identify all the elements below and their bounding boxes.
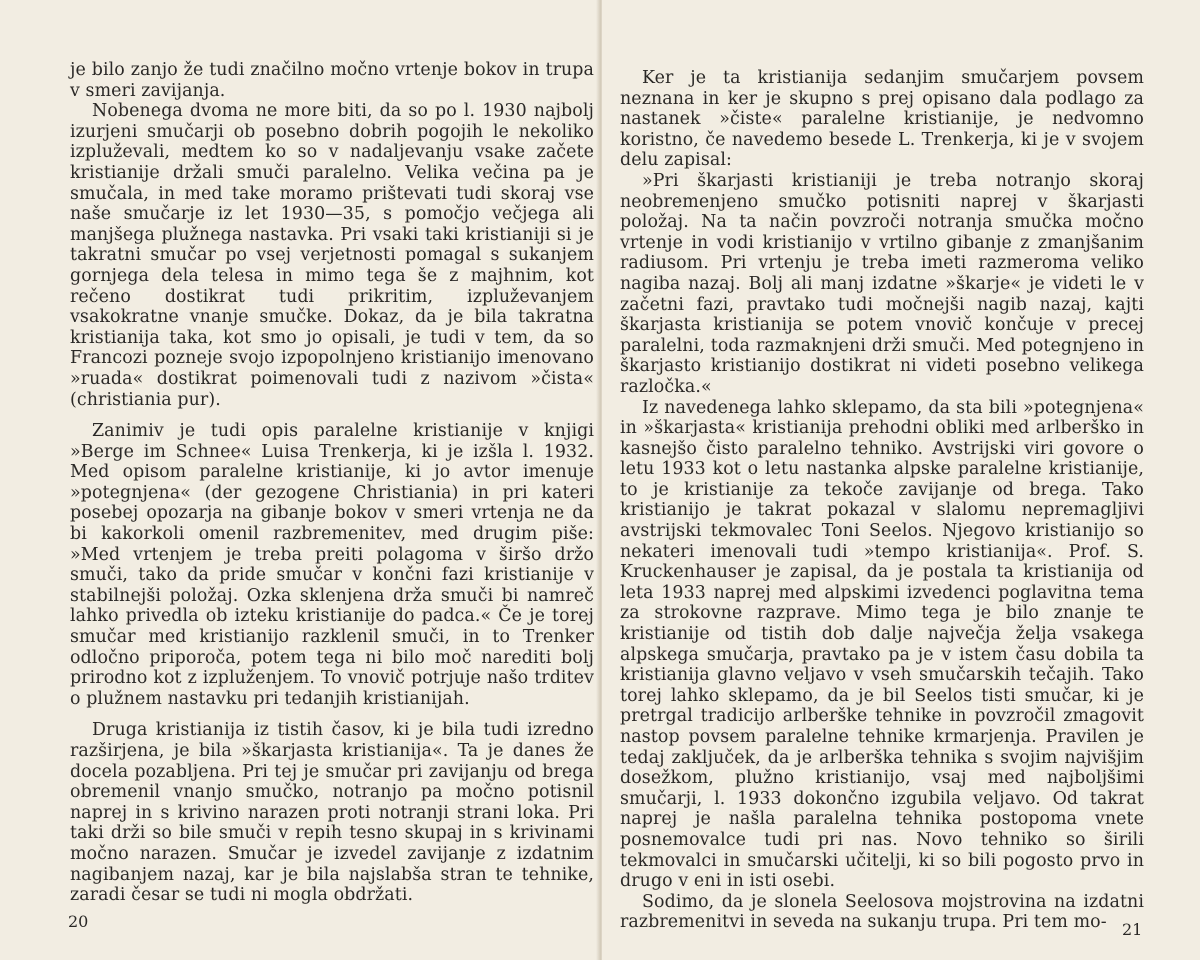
paragraph: je bilo zanjo že tudi značilno močno vrtenje bokov in trupa v smeri zavijanja. xyxy=(70,60,594,101)
page-number: 21 xyxy=(1122,920,1143,939)
left-page xyxy=(0,0,598,960)
right-page-body xyxy=(620,68,1144,933)
paragraph: Sodimo, da je slonela Seelosova mojstrovina na izdatni razbremenitvi in seveda na sukanju trupa. Pri tem mo- xyxy=(620,891,1144,933)
page-number: 20 xyxy=(68,912,89,931)
left-page-body xyxy=(70,60,594,906)
paragraph: »Pri škarjasti kristianiji je treba notranjo skoraj neobremenjeno smučko potisniti naprej v škarjasti položaj. Na ta način povzroči notranja smučka močno vrtenje in vodi kristianijo v vrtilno gibanje z zmanjšanim radiusom. Pri vrtenju je treba imeti razmeroma veliko nagiba nazaj. Bolj ali manj izdatne »škarje« je videti le v začetni fazi, pravtako tudi močnejši nagib nazaj, kajti škarjasta kristianija se potem vnovič končuje v precej paralelni, toda razmaknjeni drži smuči. Med potegnjeno in škarjasto kristianijo dostikrat ni videti posebno velikega razločka.« xyxy=(620,170,1144,397)
paragraph: Iz navedenega lahko sklepamo, da sta bili »potegnjena« in »škarjasta« kristianija prehodni obliki med arlberško in kasnejšo čisto paralelno tehniko. Avstrijski viri govore o letu 1933 kot o letu nastanka alpske paralelne kristianije, to je kristianije za tekoče zavijanje od brega. Tako kristianijo je takrat pokazal v slalomu nepremagljivi avstrijski tekmovalec Toni Seelos. Njegovo kristianijo so nekateri imenovali tudi »tempo kristianija«. Prof. S. Kruckenhauser je zapisal, da je postala ta kristianija od leta 1933 naprej med alpskimi izvedenci poglavitna tema za strokovne razprave. Mimo tega je bilo znanje te kristianije od tistih dob dalje največja želja vsakega alpskega smučarja, pravtako pa je v istem času dobila ta kristianija glavno veljavo v vseh smučarskih tečajih. Tako torej lahko sklepamo, da je bil Seelos tisti smučar, ki je pretrgal tradicijo arlberške tehnike in povzročil zmagovit nastop povsem paralelne tehnike krmarjenja. Pravilen je tedaj zaključek, da je arlberška tehnika s svojim najvišjim dosežkom, plužno kristianijo, vsaj med najboljšimi smučarji, l. 1933 dokončno izgubila veljavo. Od takrat naprej je našla paralelna tehnika postopoma vnete posnemovalce tudi pri nas. Novo tehniko so širili tekmovalci in smučarski učitelji, ki so bili pogosto prvo in drugo v eni in isti osebi. xyxy=(620,397,1144,892)
paragraph: Druga kristianija iz tistih časov, ki je bila tudi izredno razširjena, je bila »škarjasta kristianija«. Ta je danes že docela pozabljena. Pri tej je smučar pri zavijanju od brega obremenil vnanjo smučko, notranjo pa močno potisnil naprej in s krivino narazen proti notranji strani loka. Pri taki drži so bile smuči v repih tesno skupaj in s krivinami močno narazen. Smučar je izvedel zavijanje z izdatnim nagibanjem nazaj, kar je bila najslabša stran te tehnike, zaradi česar se tudi ni mogla obdržati. xyxy=(70,720,594,906)
paragraph: Ker je ta kristianija sedanjim smučarjem povsem neznana in ker je skupno s prej opisano dala podlago za nastanek »čiste« paralelne kristianije, je nedvomno koristno, če navedemo besede L. Trenkerja, ki je v svojem delu zapisal: xyxy=(620,68,1144,171)
paragraph: Zanimiv je tudi opis paralelne kristianije v knjigi »Berge im Schnee« Luisa Trenkerja, ki je izšla l. 1932. Med opisom paralelne kristianije, ki jo avtor imenuje »potegnjena« (der gezogene Christiania) in pri kateri posebej opozarja na gibanje bokov v smeri vrtenja ne da bi kakorkoli omenil razbremenitev, med drugim piše: »Med vrtenjem je treba preiti polagoma v širšo držo smuči, tako da pride smučar v končni fazi kristianije v stabilnejši položaj. Ozka sklenjena drža smuči bi namreč lahko privedla ob izteku kristianije do padca.« Če je torej smučar med kristianijo razklenil smuči, in to Trenker odločno priporoča, potem tega ni bilo moč narediti bolj prirodno kot z izpluženjem. To vnovič potrjuje našo trditev o plužnem nastavku pri tedanjih kristianijah. xyxy=(70,421,594,709)
paragraph: Nobenega dvoma ne more biti, da so po l. 1930 najbolj izurjeni smučarji ob posebno dobrih pogojih le nekoliko izpluževali, medtem ko so v nadaljevanju vsake začete kristianije držali smuči paralelno. Velika večina pa je smučala, in med take moramo prištevati tudi skoraj vse naše smučarje iz let 1930—35, s pomočjo večjega ali manjšega plužnega nastavka. Pri vsaki taki kristianiji si je takratni smučar po vsej verjetnosti pomagal s sukanjem gornjega dela telesa in mimo tega še z majhnim, kot rečeno dostikrat tudi prikritim, izpluževanjem vsakokratne vnanje smučke. Dokaz, da je bila takratna kristianija taka, kot smo jo opisali, je tudi v tem, da so Francozi pozneje svojo izpopolnjeno kristianijo imenovano »ruada« dostikrat poimenovali tudi z nazivom »čista« (christiania pur). xyxy=(70,101,594,410)
right-page xyxy=(602,0,1200,960)
